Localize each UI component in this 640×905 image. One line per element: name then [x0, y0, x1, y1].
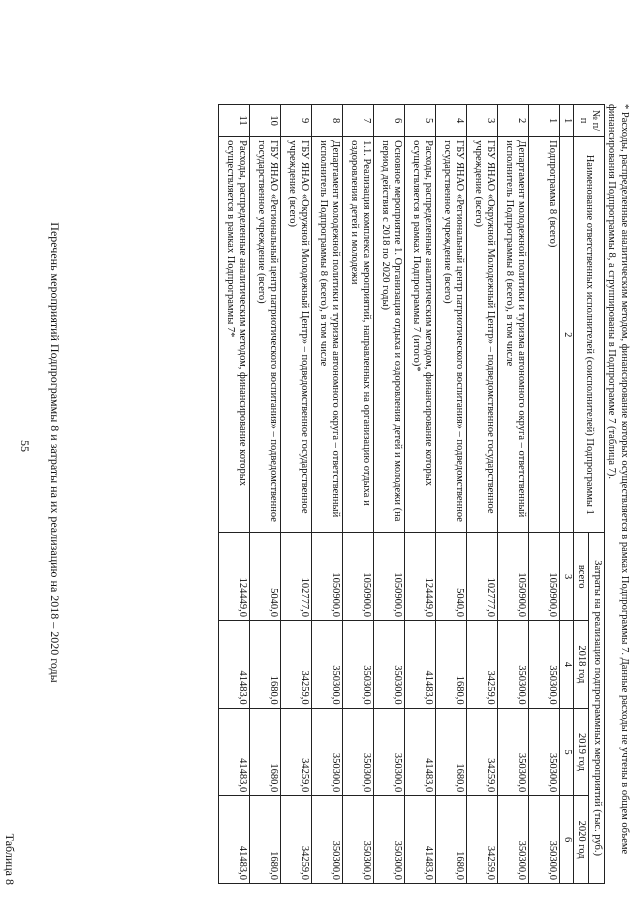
row-2020: 350300,0 [312, 796, 343, 884]
row-2018: 1680,0 [436, 620, 467, 708]
row-total: 1050900,0 [529, 533, 560, 621]
col-number: 4 [560, 620, 574, 708]
row-2018: 34259,0 [467, 620, 498, 708]
row-total: 1050900,0 [312, 533, 343, 621]
row-name: ГБУ ЯНАО «Окружной Молодежный Центр» – подведомственное государственное учреждение (всего) [281, 137, 312, 533]
row-number: 10 [250, 105, 281, 137]
row-total: 102777,0 [281, 533, 312, 621]
row-2018: 350300,0 [343, 620, 374, 708]
row-2019: 350300,0 [374, 708, 405, 796]
row-number: 3 [467, 105, 498, 137]
row-2018: 350300,0 [529, 620, 560, 708]
row-name: ГБУ ЯНАО «Региональный центр патриотического воспитания» – подведомственное государственное учреждение (всего) [436, 137, 467, 533]
row-2020: 350300,0 [343, 796, 374, 884]
row-number: 11 [219, 105, 250, 137]
row-2018: 41483,0 [405, 620, 436, 708]
row-total: 124449,0 [219, 533, 250, 621]
row-2020: 350300,0 [529, 796, 560, 884]
row-2020: 34259,0 [281, 796, 312, 884]
col-number: 5 [560, 708, 574, 796]
page-number: 55 [18, 440, 32, 452]
table-row [498, 105, 529, 884]
row-2020: 41483,0 [219, 796, 250, 884]
row-number: 4 [436, 105, 467, 137]
footnote: * Расходы, распределенные аналитическим методом, финансирование которых осуществляется в рамках Подпрограммы 7. Данные расходы не учтены в общем объеме финансирования Подпрограммы 8, а сгруппированы в Подпрограмме 7 (таблица 7). [605, 104, 630, 855]
column-numbers-row [560, 105, 574, 884]
header-name: Наименование ответственных исполнителей (соисполнителей) Подпрограммы 1 [573, 137, 604, 533]
table-row [374, 105, 405, 884]
col-number: 3 [560, 533, 574, 621]
row-2019: 41483,0 [405, 708, 436, 796]
row-2019: 41483,0 [219, 708, 250, 796]
document-title: Перечень мероприятий Подпрограммы 8 и затраты на их реализацию на 2018 – 2020 годы [48, 222, 62, 683]
row-2020: 41483,0 [405, 796, 436, 884]
row-total: 1050900,0 [374, 533, 405, 621]
row-2018: 350300,0 [374, 620, 405, 708]
row-total: 5040,0 [250, 533, 281, 621]
row-2020: 1680,0 [436, 796, 467, 884]
row-2020: 34259,0 [467, 796, 498, 884]
row-name: Департамент молодежной политики и туризма автономного округа – ответственный исполнитель Подпрограммы 8 (всего), в том числе [498, 137, 529, 533]
row-name: Расходы, распределенные аналитическим методом, финансирование которых осуществляется в рамках Подпрограммы 7 (итого)* [405, 137, 436, 533]
row-total: 5040,0 [436, 533, 467, 621]
row-2018: 350300,0 [498, 620, 529, 708]
row-name: ГБУ ЯНАО «Окружной Молодежный Центр» – подведомственное государственное учреждение (всего) [467, 137, 498, 533]
header-2019: 2019 год [573, 708, 589, 796]
row-total: 1050900,0 [498, 533, 529, 621]
row-name: Подпрограмма 8 (всего) [529, 137, 560, 533]
row-name: Департамент молодежной политики и туризма автономного округа – ответственный исполнитель Подпрограммы 8 (всего), в том числе [312, 137, 343, 533]
row-number: 8 [312, 105, 343, 137]
row-name: 1.1. Реализация комплекса мероприятий, направленных на организацию отдыха и оздоровления детей и молодежи [343, 137, 374, 533]
row-2020: 350300,0 [498, 796, 529, 884]
row-2019: 350300,0 [343, 708, 374, 796]
costs-table [218, 104, 605, 884]
row-2018: 1680,0 [250, 620, 281, 708]
header-total: всего [573, 533, 589, 621]
header-costs: Затраты на реализацию подпрограммных мероприятий (тыс. руб.) [589, 533, 605, 884]
row-name: Основное мероприятие 1. Организация отдыха и оздоровления детей и молодежи (на период действия с 2018 по 2020 годы) [374, 137, 405, 533]
table-row [405, 105, 436, 884]
header-num: № п/п [573, 105, 604, 137]
row-total: 124449,0 [405, 533, 436, 621]
table-body [219, 105, 560, 884]
row-name: ГБУ ЯНАО «Региональный центр патриотического воспитания» – подведомственное государственное учреждение (всего) [250, 137, 281, 533]
row-number: 7 [343, 105, 374, 137]
row-number: 9 [281, 105, 312, 137]
table-row [219, 105, 250, 884]
col-number: 2 [560, 137, 574, 533]
row-number: 2 [498, 105, 529, 137]
table-row [281, 105, 312, 884]
col-number: 6 [560, 796, 574, 884]
col-number: 1 [560, 105, 574, 137]
table-row [467, 105, 498, 884]
row-2018: 34259,0 [281, 620, 312, 708]
row-number: 1 [529, 105, 560, 137]
table-row [312, 105, 343, 884]
row-name: Расходы, распределенные аналитическим методом, финансирование которых осуществляется в рамках Подпрограммы 7* [219, 137, 250, 533]
header-2018: 2018 год [573, 620, 589, 708]
table-row [250, 105, 281, 884]
header-2020: 2020 год [573, 796, 589, 884]
row-2019: 350300,0 [529, 708, 560, 796]
table-label: Таблица 8 [3, 833, 17, 885]
row-total: 102777,0 [467, 533, 498, 621]
row-2019: 350300,0 [498, 708, 529, 796]
table-row [343, 105, 374, 884]
table-row [436, 105, 467, 884]
row-total: 1050900,0 [343, 533, 374, 621]
row-number: 6 [374, 105, 405, 137]
row-2020: 1680,0 [250, 796, 281, 884]
table-row [529, 105, 560, 884]
row-2019: 1680,0 [436, 708, 467, 796]
row-2019: 34259,0 [281, 708, 312, 796]
row-2019: 350300,0 [312, 708, 343, 796]
row-2019: 1680,0 [250, 708, 281, 796]
row-2019: 34259,0 [467, 708, 498, 796]
row-2020: 350300,0 [374, 796, 405, 884]
row-number: 5 [405, 105, 436, 137]
row-2018: 41483,0 [219, 620, 250, 708]
row-2018: 350300,0 [312, 620, 343, 708]
